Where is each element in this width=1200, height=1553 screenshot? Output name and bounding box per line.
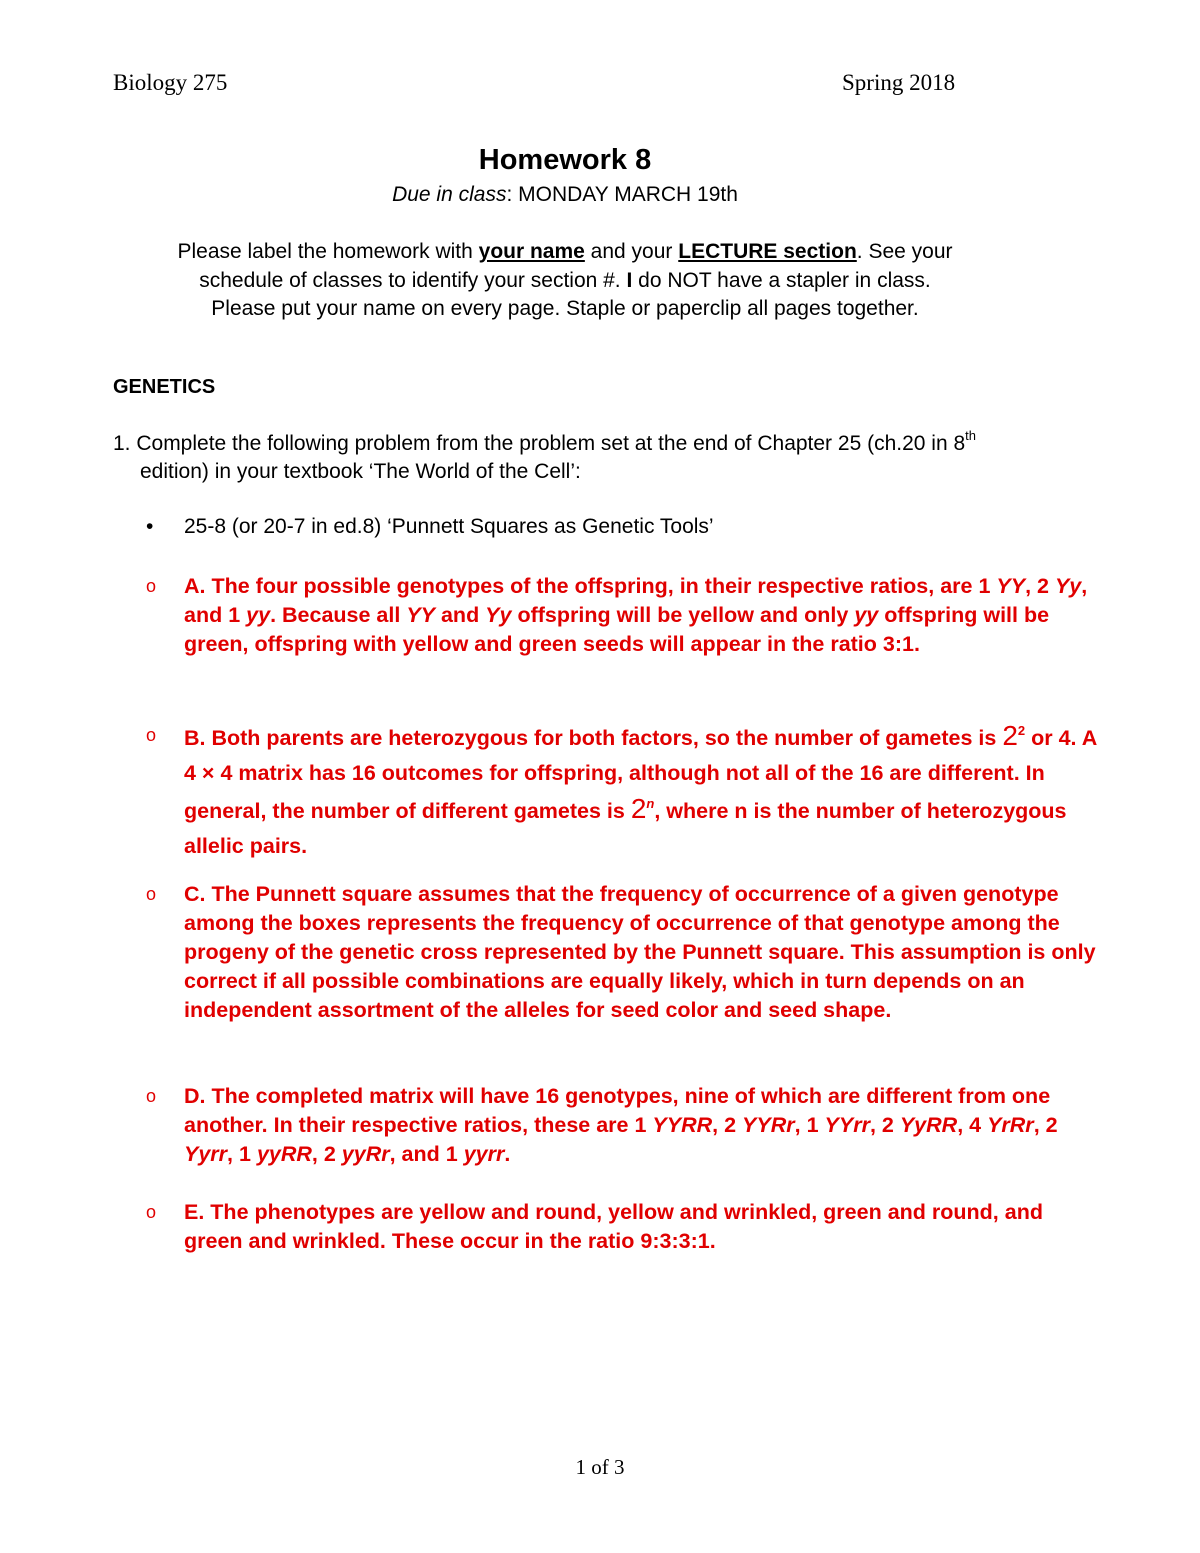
- genotype: YY: [406, 603, 435, 627]
- exponent: 2: [1017, 722, 1026, 738]
- answer-d-text: .: [504, 1142, 511, 1166]
- question-1-text: 1. Complete the following problem from the problem set at the end of Chapter 25 (ch.20 in 8: [113, 432, 966, 455]
- due-date: [0, 183, 1130, 207]
- circle-bullet-icon: o: [146, 725, 157, 745]
- genotype: Yy: [485, 603, 512, 627]
- instructions-text-2: and your: [584, 240, 679, 263]
- exponent-base: 2: [1002, 720, 1018, 751]
- instructions-text-4: schedule of classes to identify your section #.: [199, 268, 627, 292]
- course-name: Biology 275: [113, 70, 228, 95]
- genotype: YyRR: [899, 1113, 958, 1137]
- answer-d-text: The completed matrix will have 16 genotypes, nine of which are different from one another. In their respective ratios, these are 1: [184, 1084, 1051, 1137]
- answer-a-text: and: [435, 603, 486, 627]
- question-1: [113, 430, 1103, 486]
- instructions: [70, 238, 1060, 324]
- page-number: 1 of 3: [575, 1455, 625, 1479]
- answer-b-text: Both parents are heterozygous for both factors, so the number of gametes is: [205, 726, 1003, 750]
- genotype: yyRr: [341, 1142, 390, 1166]
- genotype: yyrr: [463, 1142, 505, 1166]
- answer-c-text: The Punnett square assumes that the frequency of occurrence of a given genotype among the boxes represents the frequency of occurrence of that genotype among the progeny of the genetic cross represented by the Punnett square. This assumption is only correct if all possible combinations are equally likely, which in turn depends on an independent assortment of the alleles for seed color and seed shape.: [184, 882, 1096, 1022]
- genotype: yy: [246, 603, 271, 627]
- due-label: Due in class: [392, 183, 507, 206]
- answer-e-text: The phenotypes are yellow and round, yellow and wrinkled, green and round, and green and wrinkled. These occur in the ratio 9:3:3:1.: [184, 1200, 1043, 1253]
- instructions-text-5: do NOT have a stapler in class.: [632, 268, 931, 292]
- genotype: YrRr: [987, 1113, 1034, 1137]
- question-1-line-2: edition) in your textbook ‘The World of the Cell’:: [140, 460, 581, 483]
- answer-a-text: , and 1: [184, 574, 1088, 627]
- circle-bullet-icon: o: [146, 576, 157, 596]
- genotype: Yyrr: [184, 1142, 228, 1166]
- exponent-base: 2: [630, 793, 647, 824]
- answer-b: [146, 718, 1106, 864]
- lecture-section-emphasis: LECTURE section: [678, 240, 857, 263]
- term: Spring 2018: [842, 70, 956, 95]
- answer-a-text: offspring will be yellow and only: [511, 603, 855, 627]
- answer-b-text: or 4. A 4 × 4 matrix has 16 outcomes for offspring, although not all of the 16 are different. In general, the number of different gametes is: [184, 726, 1097, 823]
- answer-a-text: . The four possible genotypes of the offspring, in their respective ratios, are 1: [199, 574, 997, 598]
- answer-d-text: , and 1: [389, 1142, 464, 1166]
- answer-e-label: E.: [184, 1200, 205, 1224]
- answer-d: [146, 1082, 1106, 1169]
- answer-b-label: B.: [184, 726, 206, 750]
- bullet-icon: •: [146, 515, 154, 538]
- answer-d-text: , 2: [311, 1142, 342, 1166]
- question-1-line-1: [113, 430, 1103, 458]
- genotype: YYrr: [824, 1113, 870, 1137]
- answer-d-text: , 2: [1033, 1113, 1058, 1137]
- genotype: YYRR: [652, 1113, 713, 1137]
- section-title: GENETICS: [113, 376, 216, 398]
- answer-d-text: , 4: [957, 1113, 988, 1137]
- answer-a-label: A: [184, 574, 200, 598]
- instructions-text-1: Please label the homework with: [177, 240, 479, 263]
- due-date-value: MONDAY MARCH 19th: [512, 183, 738, 206]
- circle-bullet-icon: o: [146, 884, 157, 904]
- genotype: YYRr: [742, 1113, 795, 1137]
- circle-bullet-icon: o: [146, 1086, 157, 1106]
- genotype: yy: [854, 603, 879, 627]
- answer-a-text: . Because all: [270, 603, 407, 627]
- genotype: YY: [996, 574, 1026, 598]
- instructions-text-3: . See your: [856, 240, 953, 263]
- answer-c: [146, 880, 1106, 1025]
- answer-d-text: , 1: [794, 1113, 825, 1137]
- answer-d-text: , 2: [869, 1113, 900, 1137]
- exponent: n: [646, 795, 655, 811]
- circle-bullet-icon: o: [146, 1202, 157, 1222]
- question-1-sup: th: [965, 428, 976, 443]
- genotype: Yy: [1054, 574, 1082, 598]
- instructions-text-6: Please put your name on every page. Staple or paperclip all pages together.: [211, 297, 919, 320]
- answer-e: [146, 1198, 1106, 1256]
- answer-a-text: offspring will be green, offspring with yellow and green seeds will appear in the ratio 3:1.: [184, 603, 1050, 656]
- genotype: yyRR: [256, 1142, 312, 1166]
- problem-bullet: [146, 515, 714, 539]
- your-name-emphasis: your name: [478, 240, 585, 263]
- answer-d-text: , 1: [227, 1142, 257, 1166]
- due-colon: :: [506, 183, 513, 206]
- answer-d-label: D.: [184, 1084, 206, 1108]
- answer-a: [146, 572, 1106, 659]
- problem-reference: 25-8 (or 20-7 in ed.8) ‘Punnett Squares as Genetic Tools’: [184, 515, 714, 538]
- instructions-i: I: [626, 268, 633, 292]
- answer-a-text: , 2: [1025, 574, 1055, 598]
- answer-b-text: , where n is the number of heterozygous allelic pairs.: [184, 799, 1067, 858]
- page-title: Homework 8: [478, 144, 652, 176]
- answer-d-text: , 2: [712, 1113, 743, 1137]
- answer-c-label: C.: [184, 882, 206, 906]
